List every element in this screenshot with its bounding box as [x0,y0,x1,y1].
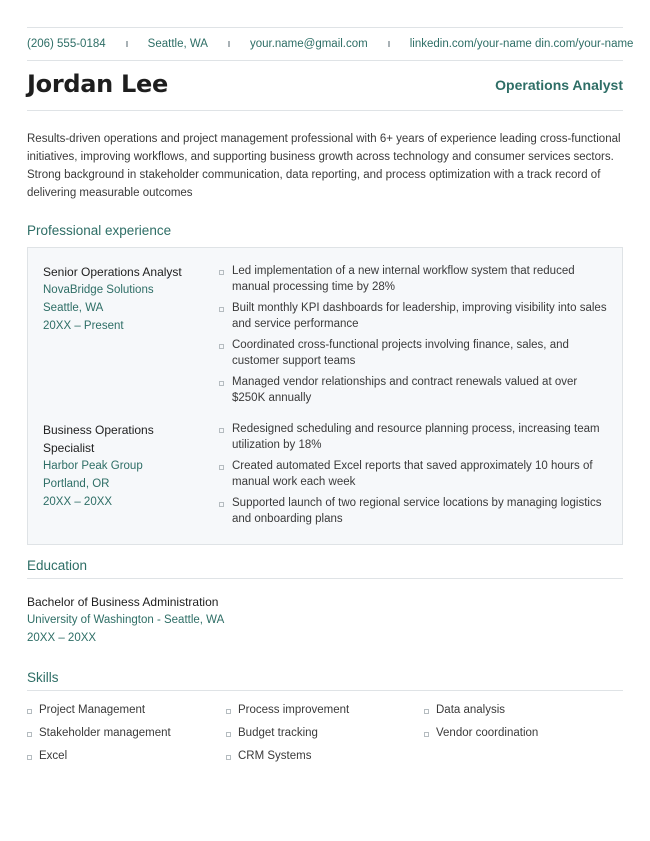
job-title: Senior Operations Analyst [43,265,182,279]
job-bullet: Led implementation of a new internal workflow system that reduced manual processing time by 28% [219,263,609,295]
contact-email[interactable]: your.name@gmail.com [249,38,368,50]
job-details [43,263,193,335]
education-degree: Bachelor of Business Administration [27,595,219,609]
separator-icon [388,41,390,47]
education-section-title: Education [27,558,88,573]
job-bullet: Supported launch of two regional service locations by managing logistics and onboarding plans [219,495,609,527]
experience-section-title: Professional experience [27,223,172,238]
contact-location: Seattle, WA [147,38,208,50]
skill-item: Excel [27,750,67,762]
job-title: Business Operations Specialist [43,423,154,455]
job-location: Portland, OR [43,478,110,490]
job-bullet: Redesigned scheduling and resource planning process, increasing team utilization by 18% [219,421,609,453]
skill-item: Stakeholder management [27,727,171,739]
job-dates: 20XX – Present [43,320,124,332]
job-bullets [219,263,609,411]
candidate-role: Operations Analyst [495,77,623,93]
job-bullets [219,421,609,532]
header-divider [27,110,623,111]
job-location: Seattle, WA [43,302,104,314]
skill-item: CRM Systems [226,750,311,762]
job-bullet: Created automated Excel reports that saved approximately 10 hours of manual work each week [219,458,609,490]
job-bullet: Managed vendor relationships and contract renewals valued at over $250K annually [219,374,609,406]
job-company: NovaBridge Solutions [43,284,154,296]
job-bullet: Built monthly KPI dashboards for leadership, improving visibility into sales and service performance [219,300,609,332]
contact-bar [27,27,634,61]
skill-item: Project Management [27,704,145,716]
skill-item: Data analysis [424,704,505,716]
skill-item: Budget tracking [226,727,318,739]
skills-divider [27,690,623,691]
experience-box [27,247,623,545]
education-divider [27,578,623,579]
contact-phone: (206) 555-0184 [27,38,106,50]
summary-paragraph: Results-driven operations and project management professional with 6+ years of experience leading cross-functional initiatives, improving workflows, and supporting business growth across technology and consumer services sectors. Strong background in stakeholder communication, data reporting, and process optimization with a track record of delivering measurable outcomes [27,133,621,199]
separator-icon [228,41,230,47]
job-bullet: Coordinated cross-functional projects involving finance, sales, and customer support teams [219,337,609,369]
education-school: University of Washington - Seattle, WA [27,614,225,626]
skill-item: Vendor coordination [424,727,538,739]
candidate-name: Jordan Lee [27,70,168,98]
job-company: Harbor Peak Group [43,460,143,472]
job-dates: 20XX – 20XX [43,496,113,508]
job-details [43,421,193,511]
skills-section-title: Skills [27,670,59,685]
education-dates: 20XX – 20XX [27,632,97,644]
education-entry [27,593,224,647]
separator-icon [126,41,128,47]
contact-linkedin[interactable]: linkedin.com/your-name din.com/your-name [409,38,634,50]
skill-item: Process improvement [226,704,349,716]
